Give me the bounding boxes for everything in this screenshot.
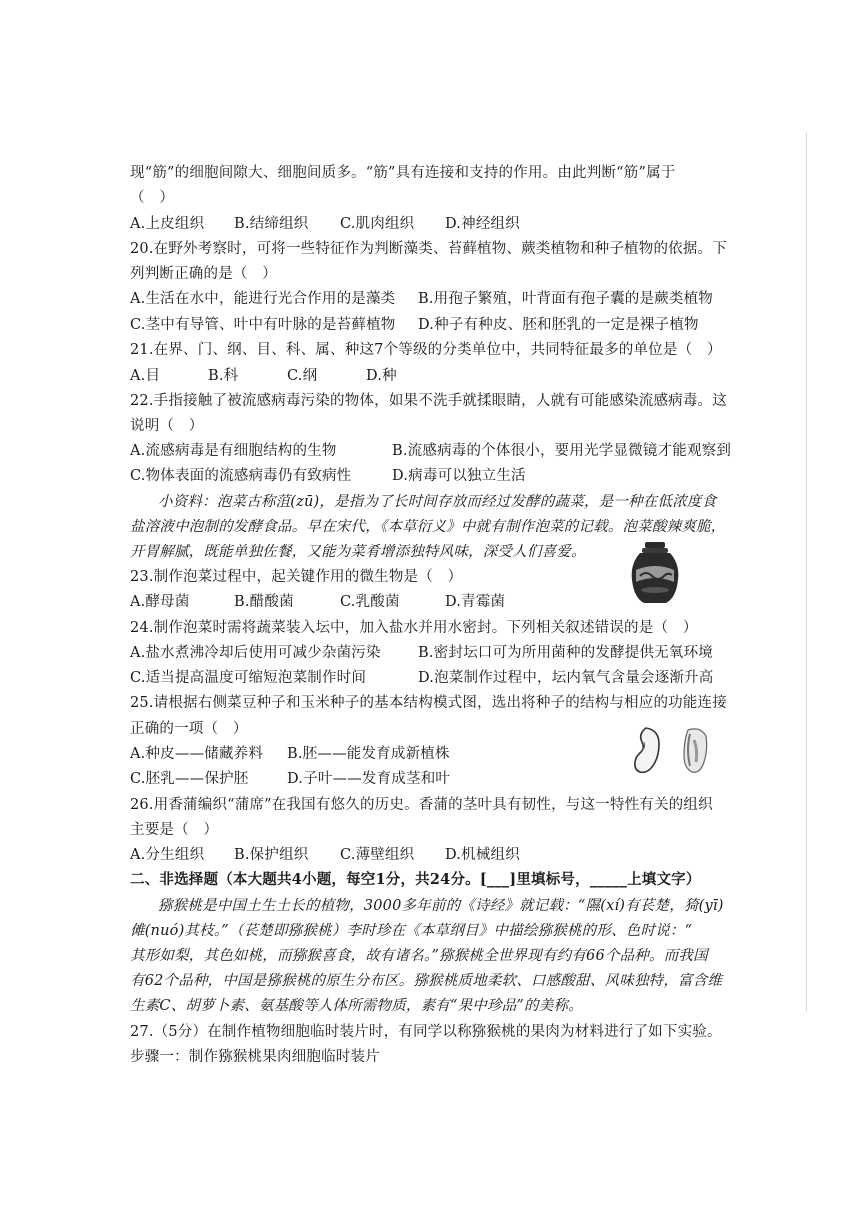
- kiwi-material-line3: 其形如梨，其色如桃，而猕猴喜食，故有诸名。”猕猴桃全世界现有约有66个品种。而我国: [130, 948, 708, 964]
- q22-option-b: B.流感病毒的个体很小，要用光学显微镜才能观察到: [392, 443, 732, 459]
- q25-option-b: B.胚——能发育成新植株: [287, 746, 450, 762]
- q19-option-b: B.结缔组织: [234, 216, 309, 232]
- q19-stem-line2: （ ）: [130, 190, 175, 206]
- page-edge-line: [806, 132, 807, 1012]
- q24-option-d: D.泡菜制作过程中，坛内氧气含量会逐渐升高: [418, 670, 714, 686]
- q21-option-c: C.纲: [287, 368, 318, 384]
- q21-stem: 21.在界、门、纲、目、科、属、种这7个等级的分类单位中，共同特征最多的单位是（ ）: [130, 342, 722, 358]
- pickle-jar-image: [628, 540, 682, 606]
- q26-option-b: B.保护组织: [234, 847, 309, 863]
- kiwi-material-line5: 生素C、胡萝卜素、氨基酸等人体所需物质，素有“果中珍品”的美称。: [130, 998, 583, 1014]
- q19-option-c: C.肌肉组织: [340, 216, 415, 232]
- q21-option-b: B.科: [208, 368, 239, 384]
- q26-option-c: C.薄壁组织: [340, 847, 415, 863]
- q23-option-a: A.酵母菌: [130, 594, 190, 610]
- corn-seed-image: [680, 726, 710, 776]
- q22-stem-line2: 说明（ ）: [130, 418, 204, 434]
- q19-option-d: D.神经组织: [445, 216, 520, 232]
- q25-option-d: D.子叶——发育成茎和叶: [287, 771, 451, 787]
- q22-option-d: D.病毒可以独立生活: [392, 468, 526, 484]
- q25-option-a: A.种皮——储藏养料: [130, 746, 264, 762]
- q27-stem: 27.（5分）在制作植物细胞临时装片时，有同学以称猕猴桃的果肉为材料进行了如下实验。: [130, 1024, 722, 1040]
- q23-option-c: C.乳酸菌: [340, 594, 400, 610]
- reading-material-line3: 开胃解腻，既能单独佐餐，又能为菜肴增添独特风味，深受人们喜爱。: [130, 544, 586, 560]
- kiwi-material-line4: 有62个品种，中国是猕猴桃的原生分布区。猕猴桃质地柔软、口感酸甜、风味独特，富含维: [130, 973, 723, 989]
- q22-stem-line1: 22.手指接触了被流感病毒污染的物体，如果不洗手就揉眼睛，人就有可能感染流感病毒。这: [130, 393, 727, 409]
- q21-option-d: D.种: [366, 368, 397, 384]
- q20-stem-line2: 列判断正确的是（ ）: [130, 266, 277, 282]
- q20-option-c: C.茎中有导管、叶中有叶脉的是苔藓植物: [130, 317, 396, 333]
- q20-option-a: A.生活在水中，能进行光合作用的是藻类: [130, 291, 396, 307]
- q26-option-a: A.分生组织: [130, 847, 205, 863]
- q24-stem: 24.制作泡菜时需将蔬菜装入坛中，加入盐水并用水密封。下列相关叙述错误的是（ ）: [130, 620, 698, 636]
- q24-option-c: C.适当提高温度可缩短泡菜制作时间: [130, 670, 367, 686]
- bean-seed-image: [632, 726, 662, 776]
- q26-stem-line1: 26.用香蒲编织“蒲席”在我国有悠久的历史。香蒲的茎叶具有韧性，与这一特性有关的组织: [130, 797, 713, 813]
- q25-option-c: C.胚乳——保护胚: [130, 771, 249, 787]
- q24-option-a: A.盐水煮沸冷却后使用可减少杂菌污染: [130, 645, 381, 661]
- q19-option-a: A.上皮组织: [130, 216, 205, 232]
- q23-option-d: D.青霉菌: [445, 594, 506, 610]
- q22-option-a: A.流感病毒是有细胞结构的生物: [130, 443, 337, 459]
- q25-stem-line1: 25.请根据右侧菜豆种子和玉米种子的基本结构模式图，选出将种子的结构与相应的功能连接: [130, 695, 727, 711]
- q22-option-c: C.物体表面的流感病毒仍有致病性: [130, 468, 352, 484]
- q26-stem-line2: 主要是（ ）: [130, 822, 219, 838]
- q25-stem-line2: 正确的一项（ ）: [130, 721, 248, 737]
- q20-option-b: B.用孢子繁殖，叶背面有孢子囊的是蕨类植物: [418, 291, 713, 307]
- q23-stem: 23.制作泡菜过程中，起关键作用的微生物是（ ）: [130, 569, 463, 585]
- q20-stem-line1: 20.在野外考察时，可将一些特征作为判断藻类、苔藓植物、蕨类植物和种子植物的依据。下: [130, 241, 727, 257]
- q20-option-d: D.种子有种皮、胚和胚乳的一定是裸子植物: [418, 317, 699, 333]
- q26-option-d: D.机械组织: [445, 847, 520, 863]
- q19-stem-line1: 现“筋”的细胞间隙大、细胞间质多。“筋”具有连接和支持的作用。由此判断“筋”属于: [130, 165, 676, 181]
- q24-option-b: B.密封坛口可为所用菌种的发酵提供无氧环境: [418, 645, 713, 661]
- reading-material-line1: 小资料：泡菜古称菹(zū)，是指为了长时间存放而经过发酵的蔬菜，是一种在低浓度食: [158, 494, 717, 510]
- q27-step-one: 步骤一：制作猕猴桃果肉细胞临时装片: [130, 1049, 380, 1065]
- kiwi-material-line2: 傩(nuó)其枝。”（苌楚即猕猴桃）李时珍在《本草纲目》中描绘猕猴桃的形、色时说：“: [130, 923, 693, 939]
- kiwi-material-line1: 猕猴桃是中国土生土长的植物，3000多年前的《诗经》就记载：“隰(xí)有苌楚，猗(yī): [158, 898, 724, 914]
- reading-material-line2: 盐溶液中泡制的发酵食品。早在宋代，《本草衍义》中就有制作泡菜的记载。泡菜酸辣爽脆，: [130, 519, 726, 535]
- q23-option-b: B.醋酸菌: [234, 594, 294, 610]
- section-two-heading: 二、非选择题（本大题共4小题，每空1分，共24分。[___]里填标号，_____上填文字）: [130, 871, 701, 888]
- q21-option-a: A.目: [130, 368, 161, 384]
